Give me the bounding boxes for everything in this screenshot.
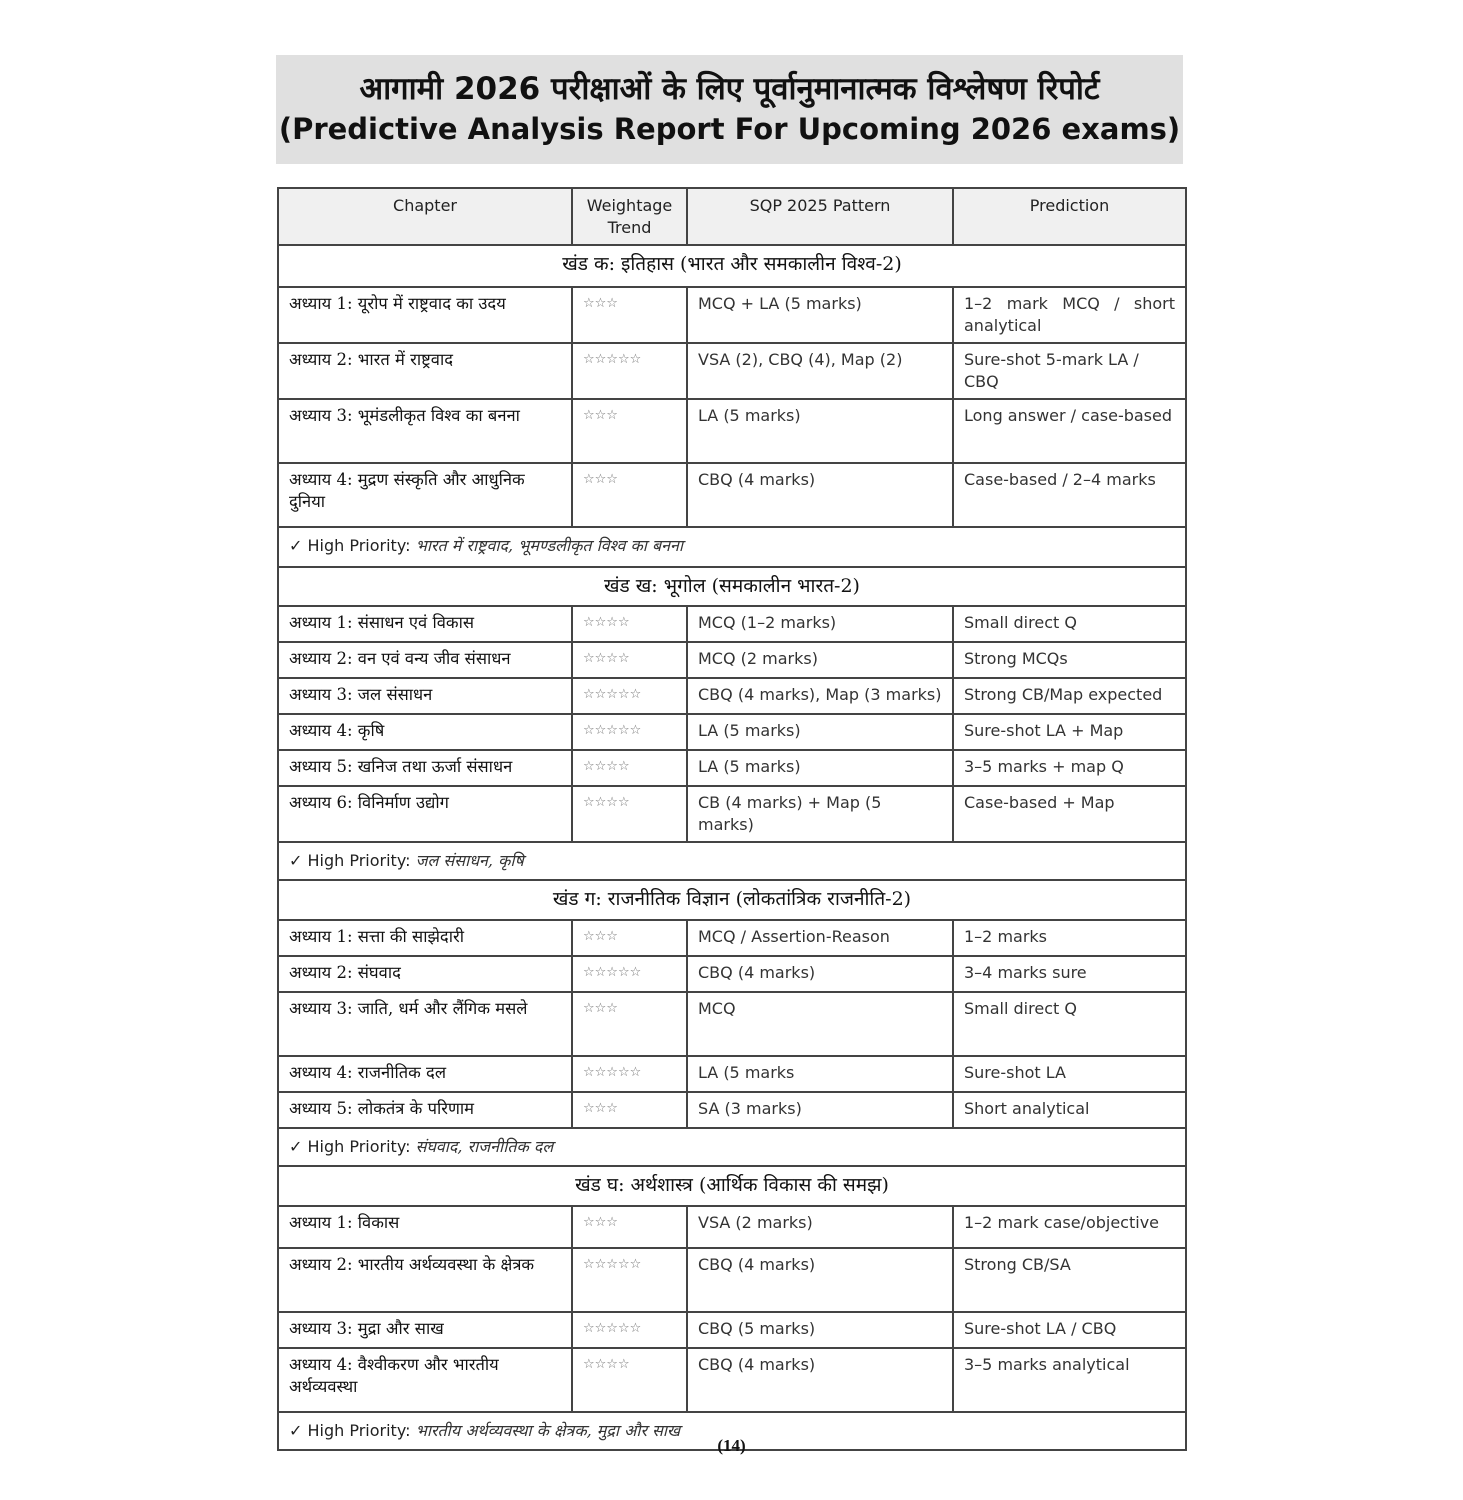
- page-number: (14): [717, 1436, 746, 1455]
- high-priority-note: [278, 842, 1186, 880]
- col-chapter: Chapter: [278, 188, 572, 245]
- high-priority-row: [278, 842, 1186, 880]
- high-priority-topics: संघवाद, राजनीतिक दल: [415, 1137, 554, 1156]
- table-row: [278, 956, 1186, 992]
- chapter-cell: अध्याय 4: वैश्वीकरण और भारतीय अर्थव्यवस्था: [278, 1348, 572, 1412]
- section-heading-row: [278, 245, 1186, 287]
- table-row: [278, 606, 1186, 642]
- weightage-stars: ☆☆☆: [572, 287, 687, 343]
- pattern-cell: VSA (2), CBQ (4), Map (2): [687, 343, 953, 399]
- pattern-cell: CBQ (4 marks): [687, 1348, 953, 1412]
- table-row: [278, 992, 1186, 1056]
- prediction-cell: Short analytical: [953, 1092, 1186, 1128]
- section-heading: खंड ग: राजनीतिक विज्ञान (लोकतांत्रिक राजनीति-2): [278, 880, 1186, 920]
- chapter-cell: अध्याय 1: विकास: [278, 1206, 572, 1248]
- weightage-stars: ☆☆☆: [572, 463, 687, 527]
- high-priority-label: ✓ High Priority:: [289, 1137, 411, 1156]
- chapter-cell: अध्याय 4: मुद्रण संस्कृति और आधुनिक दुनिया: [278, 463, 572, 527]
- weightage-stars: ☆☆☆: [572, 920, 687, 956]
- col-prediction: Prediction: [953, 188, 1186, 245]
- table-row: [278, 1206, 1186, 1248]
- table-row: [278, 287, 1186, 343]
- weightage-stars: ☆☆☆☆☆: [572, 956, 687, 992]
- title-hindi: आगामी 2026 परीक्षाओं के लिए पूर्वानुमानात्मक विश्लेषण रिपोर्ट: [359, 71, 1100, 107]
- section-heading: खंड क: इतिहास (भारत और समकालीन विश्व-2): [278, 245, 1186, 287]
- high-priority-label: ✓ High Priority:: [289, 851, 411, 870]
- table-row: [278, 1092, 1186, 1128]
- weightage-stars: ☆☆☆: [572, 399, 687, 463]
- chapter-cell: अध्याय 1: यूरोप में राष्ट्रवाद का उदय: [278, 287, 572, 343]
- prediction-cell: 1–2 marks: [953, 920, 1186, 956]
- pattern-cell: LA (5 marks): [687, 750, 953, 786]
- prediction-cell: Small direct Q: [953, 992, 1186, 1056]
- high-priority-row: [278, 1128, 1186, 1166]
- prediction-cell: 3–4 marks sure: [953, 956, 1186, 992]
- prediction-cell: Sure-shot LA + Map: [953, 714, 1186, 750]
- pattern-cell: MCQ (2 marks): [687, 642, 953, 678]
- prediction-cell: 1–2 mark MCQ / short analytical: [953, 287, 1186, 343]
- table-row: [278, 463, 1186, 527]
- pattern-cell: CBQ (4 marks): [687, 1248, 953, 1312]
- chapter-cell: अध्याय 2: भारतीय अर्थव्यवस्था के क्षेत्रक: [278, 1248, 572, 1312]
- table-row: [278, 642, 1186, 678]
- weightage-stars: ☆☆☆☆: [572, 1348, 687, 1412]
- high-priority-topics: जल संसाधन, कृषि: [415, 851, 524, 870]
- weightage-stars: ☆☆☆☆☆: [572, 343, 687, 399]
- table-row: [278, 399, 1186, 463]
- section-heading-row: [278, 1166, 1186, 1206]
- pattern-cell: CBQ (4 marks), Map (3 marks): [687, 678, 953, 714]
- prediction-cell: Sure-shot LA / CBQ: [953, 1312, 1186, 1348]
- pattern-cell: CB (4 marks) + Map (5 marks): [687, 786, 953, 842]
- table-row: [278, 1248, 1186, 1312]
- prediction-cell: Case-based / 2–4 marks: [953, 463, 1186, 527]
- high-priority-note: [278, 1128, 1186, 1166]
- section-heading-row: [278, 567, 1186, 606]
- prediction-cell: Strong CB/Map expected: [953, 678, 1186, 714]
- weightage-stars: ☆☆☆☆☆: [572, 1056, 687, 1092]
- table-row: [278, 920, 1186, 956]
- pattern-cell: MCQ / Assertion-Reason: [687, 920, 953, 956]
- report-title: [276, 55, 1183, 164]
- chapter-cell: अध्याय 2: वन एवं वन्य जीव संसाधन: [278, 642, 572, 678]
- chapter-cell: अध्याय 3: जल संसाधन: [278, 678, 572, 714]
- section-heading: खंड घ: अर्थशास्त्र (आर्थिक विकास की समझ): [278, 1166, 1186, 1206]
- weightage-stars: ☆☆☆: [572, 992, 687, 1056]
- chapter-cell: अध्याय 2: संघवाद: [278, 956, 572, 992]
- prediction-cell: Sure-shot 5-mark LA / CBQ: [953, 343, 1186, 399]
- chapter-cell: अध्याय 1: संसाधन एवं विकास: [278, 606, 572, 642]
- prediction-cell: Strong MCQs: [953, 642, 1186, 678]
- weightage-stars: ☆☆☆☆☆: [572, 1312, 687, 1348]
- pattern-cell: LA (5 marks): [687, 399, 953, 463]
- chapter-cell: अध्याय 5: खनिज तथा ऊर्जा संसाधन: [278, 750, 572, 786]
- table-header: [278, 188, 1186, 245]
- chapter-cell: अध्याय 2: भारत में राष्ट्रवाद: [278, 343, 572, 399]
- analysis-table: [277, 187, 1187, 1451]
- high-priority-topics: भारत में राष्ट्रवाद, भूमण्डलीकृत विश्व का बनना: [415, 536, 684, 555]
- prediction-cell: Sure-shot LA: [953, 1056, 1186, 1092]
- table-row: [278, 750, 1186, 786]
- pattern-cell: MCQ (1–2 marks): [687, 606, 953, 642]
- prediction-cell: 3–5 marks analytical: [953, 1348, 1186, 1412]
- table-body: [278, 245, 1186, 1450]
- chapter-cell: अध्याय 4: कृषि: [278, 714, 572, 750]
- weightage-stars: ☆☆☆☆: [572, 750, 687, 786]
- weightage-stars: ☆☆☆☆☆: [572, 678, 687, 714]
- col-weightage-line1: Weightage: [586, 196, 673, 215]
- chapter-cell: अध्याय 3: भूमंडलीकृत विश्व का बनना: [278, 399, 572, 463]
- high-priority-label: ✓ High Priority:: [289, 536, 411, 555]
- prediction-cell: Case-based + Map: [953, 786, 1186, 842]
- chapter-cell: अध्याय 1: सत्ता की साझेदारी: [278, 920, 572, 956]
- table-row: [278, 1348, 1186, 1412]
- weightage-stars: ☆☆☆☆: [572, 786, 687, 842]
- chapter-cell: अध्याय 4: राजनीतिक दल: [278, 1056, 572, 1092]
- high-priority-note: [278, 527, 1186, 567]
- chapter-cell: अध्याय 3: जाति, धर्म और लैंगिक मसले: [278, 992, 572, 1056]
- table-row: [278, 786, 1186, 842]
- pattern-cell: CBQ (5 marks): [687, 1312, 953, 1348]
- pattern-cell: CBQ (4 marks): [687, 956, 953, 992]
- weightage-stars: ☆☆☆☆: [572, 606, 687, 642]
- weightage-stars: ☆☆☆☆☆: [572, 714, 687, 750]
- pattern-cell: MCQ: [687, 992, 953, 1056]
- table-row: [278, 714, 1186, 750]
- pattern-cell: SA (3 marks): [687, 1092, 953, 1128]
- title-english: (Predictive Analysis Report For Upcoming 2026 exams): [278, 112, 1181, 146]
- pattern-cell: MCQ + LA (5 marks): [687, 287, 953, 343]
- pattern-cell: VSA (2 marks): [687, 1206, 953, 1248]
- chapter-cell: अध्याय 5: लोकतंत्र के परिणाम: [278, 1092, 572, 1128]
- chapter-cell: अध्याय 6: विनिर्माण उद्योग: [278, 786, 572, 842]
- pattern-cell: CBQ (4 marks): [687, 463, 953, 527]
- pattern-cell: LA (5 marks: [687, 1056, 953, 1092]
- prediction-cell: Small direct Q: [953, 606, 1186, 642]
- table-row: [278, 343, 1186, 399]
- col-weightage: [572, 188, 687, 245]
- prediction-cell: Long answer / case-based: [953, 399, 1186, 463]
- col-pattern: SQP 2025 Pattern: [687, 188, 953, 245]
- col-weightage-line2: Trend: [607, 218, 652, 237]
- section-heading: खंड ख: भूगोल (समकालीन भारत-2): [278, 567, 1186, 606]
- section-heading-row: [278, 880, 1186, 920]
- weightage-stars: ☆☆☆☆☆: [572, 1248, 687, 1312]
- chapter-cell: अध्याय 3: मुद्रा और साख: [278, 1312, 572, 1348]
- weightage-stars: ☆☆☆: [572, 1092, 687, 1128]
- prediction-cell: Strong CB/SA: [953, 1248, 1186, 1312]
- weightage-stars: ☆☆☆☆: [572, 642, 687, 678]
- prediction-cell: 1–2 mark case/objective: [953, 1206, 1186, 1248]
- table-row: [278, 1056, 1186, 1092]
- high-priority-row: [278, 527, 1186, 567]
- table-row: [278, 678, 1186, 714]
- pattern-cell: LA (5 marks): [687, 714, 953, 750]
- high-priority-label: ✓ High Priority:: [289, 1421, 411, 1440]
- prediction-cell: 3–5 marks + map Q: [953, 750, 1186, 786]
- table-row: [278, 1312, 1186, 1348]
- weightage-stars: ☆☆☆: [572, 1206, 687, 1248]
- high-priority-topics: भारतीय अर्थव्यवस्था के क्षेत्रक, मुद्रा और साख: [415, 1421, 681, 1440]
